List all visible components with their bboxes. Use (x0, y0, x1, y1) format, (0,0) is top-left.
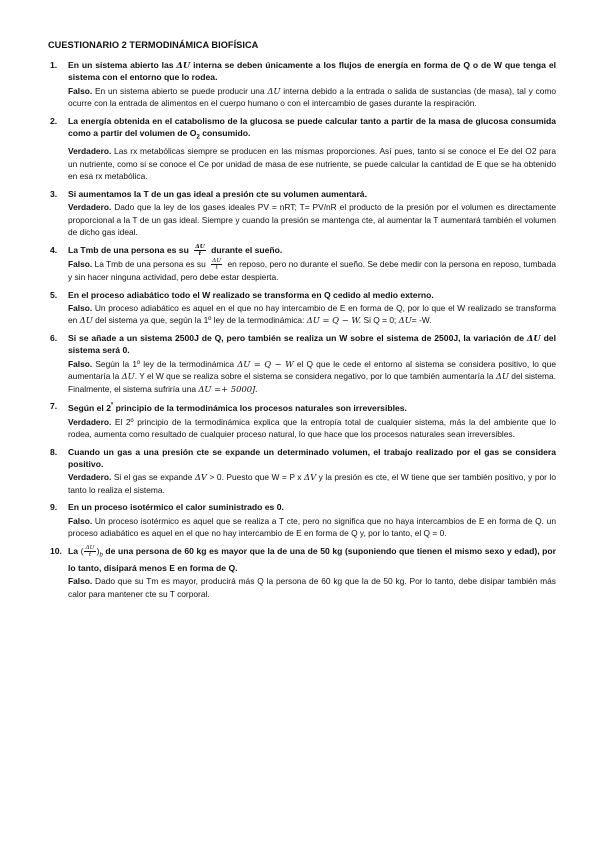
question-number: 9. (50, 502, 58, 513)
answer-text: Falso. Según la 1º ley de la termodinámica ΔU = Q − W el Q que le cede el entorno al sistema se considera positivo, lo que aumentaría la ΔU. Y el W que se realiza sobre el sistema se considera negativo, por lo que también aumentaría la ΔU del sistema. Finalmente, el sistema sufriría una ΔU =+ 5000J. (68, 358, 557, 394)
question-text: La ( $\frac{\Delta U}{t}$ )$_b$ de una persona de 60 kg es mayor que la de una de 50 kg (suponiendo que tienen el mismo sexo y edad), por lo tanto, disipará menos E en forma de Q. (68, 545, 557, 573)
fraction-du-dt-b: ( $\frac{\Delta U}{t}$ )$_b$ (80, 545, 103, 559)
question-text: Según el $2^º$ principio de la termodinámica los procesos naturales son irreversibles. (68, 403, 407, 414)
answer-text: Verdadero. Si el gas se expande ΔV > 0. Puesto que W = P x ΔV y la presión es cte, el W tiene que ser también positivo, y por lo tanto lo realiza el sistema. (68, 472, 556, 495)
question-text: Si se añade a un sistema 2500J de Q, pero también se realiza un W sobre el sistema de 2500J, la variación de ΔU del sistema será 0. (68, 333, 556, 356)
question-text: La energía obtenida en el catabolismo de la glucosa se puede calcular tanto a partir de la masa de glucosa consumida como a partir del volumen de $O_2$ consumido. (68, 115, 556, 141)
document-title: CUESTIONARIO 2 TERMODINÁMICA BIOFÍSICA (48, 40, 259, 50)
question-number: 8. (50, 446, 58, 457)
question-text: Cuando un gas a una presión cte se expande un determinado volumen, el trabajo realizado por el gas se considera positivo. (68, 446, 556, 469)
fraction-du-dt: $\frac{\Delta U}{t}$ (195, 243, 205, 257)
verdict-label: Falso. (68, 576, 93, 587)
question-text: En el proceso adiabático todo el W realizado se transforma en Q cedido al medio externo. (68, 289, 434, 300)
answer-text: Falso. Un proceso isotérmico es aquel que se realiza a T cte, pero no significa que no haya intercambios de E en forma de Q. un proceso adiabático es aquel en el que no hay intercambio de E en forma de Q y, por lo tanto, el Q = 0. (68, 515, 556, 539)
answer-text: Falso. Dado que su Tm es mayor, producirá más Q la persona de 60 kg que la de 50 kg. Por lo tanto, debe disipar también más calor para mantener cte su T corporal. (68, 576, 556, 599)
question-number: 4. (50, 244, 58, 255)
question-item (48, 400, 556, 440)
question-text: Si aumentamos la T de un gas ideal a presión cte su volumen aumentará. (68, 188, 367, 199)
answer-text: Verdadero. El 2º principio de la termodinámica explica que la entropía total de cualquier sistema, más la del ambiente que lo rodea, aumenta como resultado de cualquier proceso natural, lo que hace que los procesos naturales sean irreversibles. (68, 416, 556, 439)
verdict-label: Verdadero. (68, 146, 112, 157)
verdict-label: Falso. (68, 358, 93, 369)
question-item (48, 188, 556, 239)
question-item (48, 59, 556, 110)
question-number: 10. (50, 545, 62, 556)
question-number: 2. (50, 115, 58, 126)
question-text: La Tmb de una persona es su $\frac{\Delta U}{t}$ durante el sueño. (68, 243, 283, 257)
question-item (48, 244, 556, 284)
verdict-label: Falso. (68, 258, 93, 269)
question-item (48, 446, 556, 497)
verdict-label: Verdadero. (68, 472, 112, 483)
question-number: 6. (50, 333, 58, 344)
equation: ΔU = Q − W (237, 358, 294, 369)
answer-text: Falso. En un sistema abierto se puede producir una ΔU interna debido a la entrada o salida de sustancias (de masa), tal y como ocurre con la entrada de alimentos en el cuerpo humano o con el intercambio de gases durante la respiración. (68, 85, 556, 109)
verdict-label: Verdadero. (68, 202, 112, 213)
fraction-du-dt: $\frac{\Delta U}{t}$ (212, 258, 222, 272)
question-text: En un proceso isotérmico el calor suministrado es 0. (68, 502, 284, 513)
question-item (48, 501, 556, 539)
equation: ΔU = Q − W. (306, 315, 362, 326)
equation: ΔU =+ 5000J. (198, 383, 258, 394)
verdict-label: Falso. (68, 85, 93, 96)
question-number: 7. (50, 401, 58, 412)
answer-text: Falso. Un proceso adiabático es aquel en el que no hay intercambio de E en forma de Q, por lo que el W realizado se transforma en ΔU del sistema ya que, según la 1º ley de la termodinámica: ΔU = Q − W. Si Q = 0; ΔU= -W. (68, 303, 556, 326)
question-number: 3. (50, 188, 58, 199)
answer-text: Verdadero. Dado que la ley de los gases ideales PV = nRT; T= PV/nR el producto de la presión por el volumen es directamente proporcional a la T de un gas ideal. Siempre y cuando la presión se mantenga cte, al aumentar la T aumentará también el volumen de dicho gas ideal. (68, 202, 556, 237)
verdict-label: Verdadero. (68, 416, 112, 427)
question-item (48, 289, 556, 327)
answer-text: Falso. La Tmb de una persona es su $\frac{\Delta U}{t}$ en reposo, pero no durante el sueño. Se debe medir con la persona en reposo, tumbada y sin hacer ninguna actividad, pero debe estar despierta. (68, 258, 556, 283)
question-item (48, 545, 556, 600)
document-page (48, 40, 556, 605)
question-item (48, 332, 556, 395)
answer-text: Verdadero. Las rx metabólicas siempre se producen en las mismas proporciones. Así pues, tanto si se conoce el Ee del O2 para un nutriente, como si se conoce el Ce por unidad de masa de ese nutriente, se puede calcular la cantidad de E que se ha obtenido en esa rx metabólica. (68, 146, 556, 182)
verdict-label: Falso. (68, 515, 93, 526)
question-number: 1. (50, 60, 58, 70)
question-text: En un sistema abierto las ΔU interna se deben únicamente a los flujos de energía en forma de Q o de W que tenga el sistema con el entorno que lo rodea. (68, 60, 556, 83)
question-number: 5. (50, 289, 58, 300)
verdict-label: Falso. (68, 303, 93, 314)
question-item (48, 115, 556, 183)
